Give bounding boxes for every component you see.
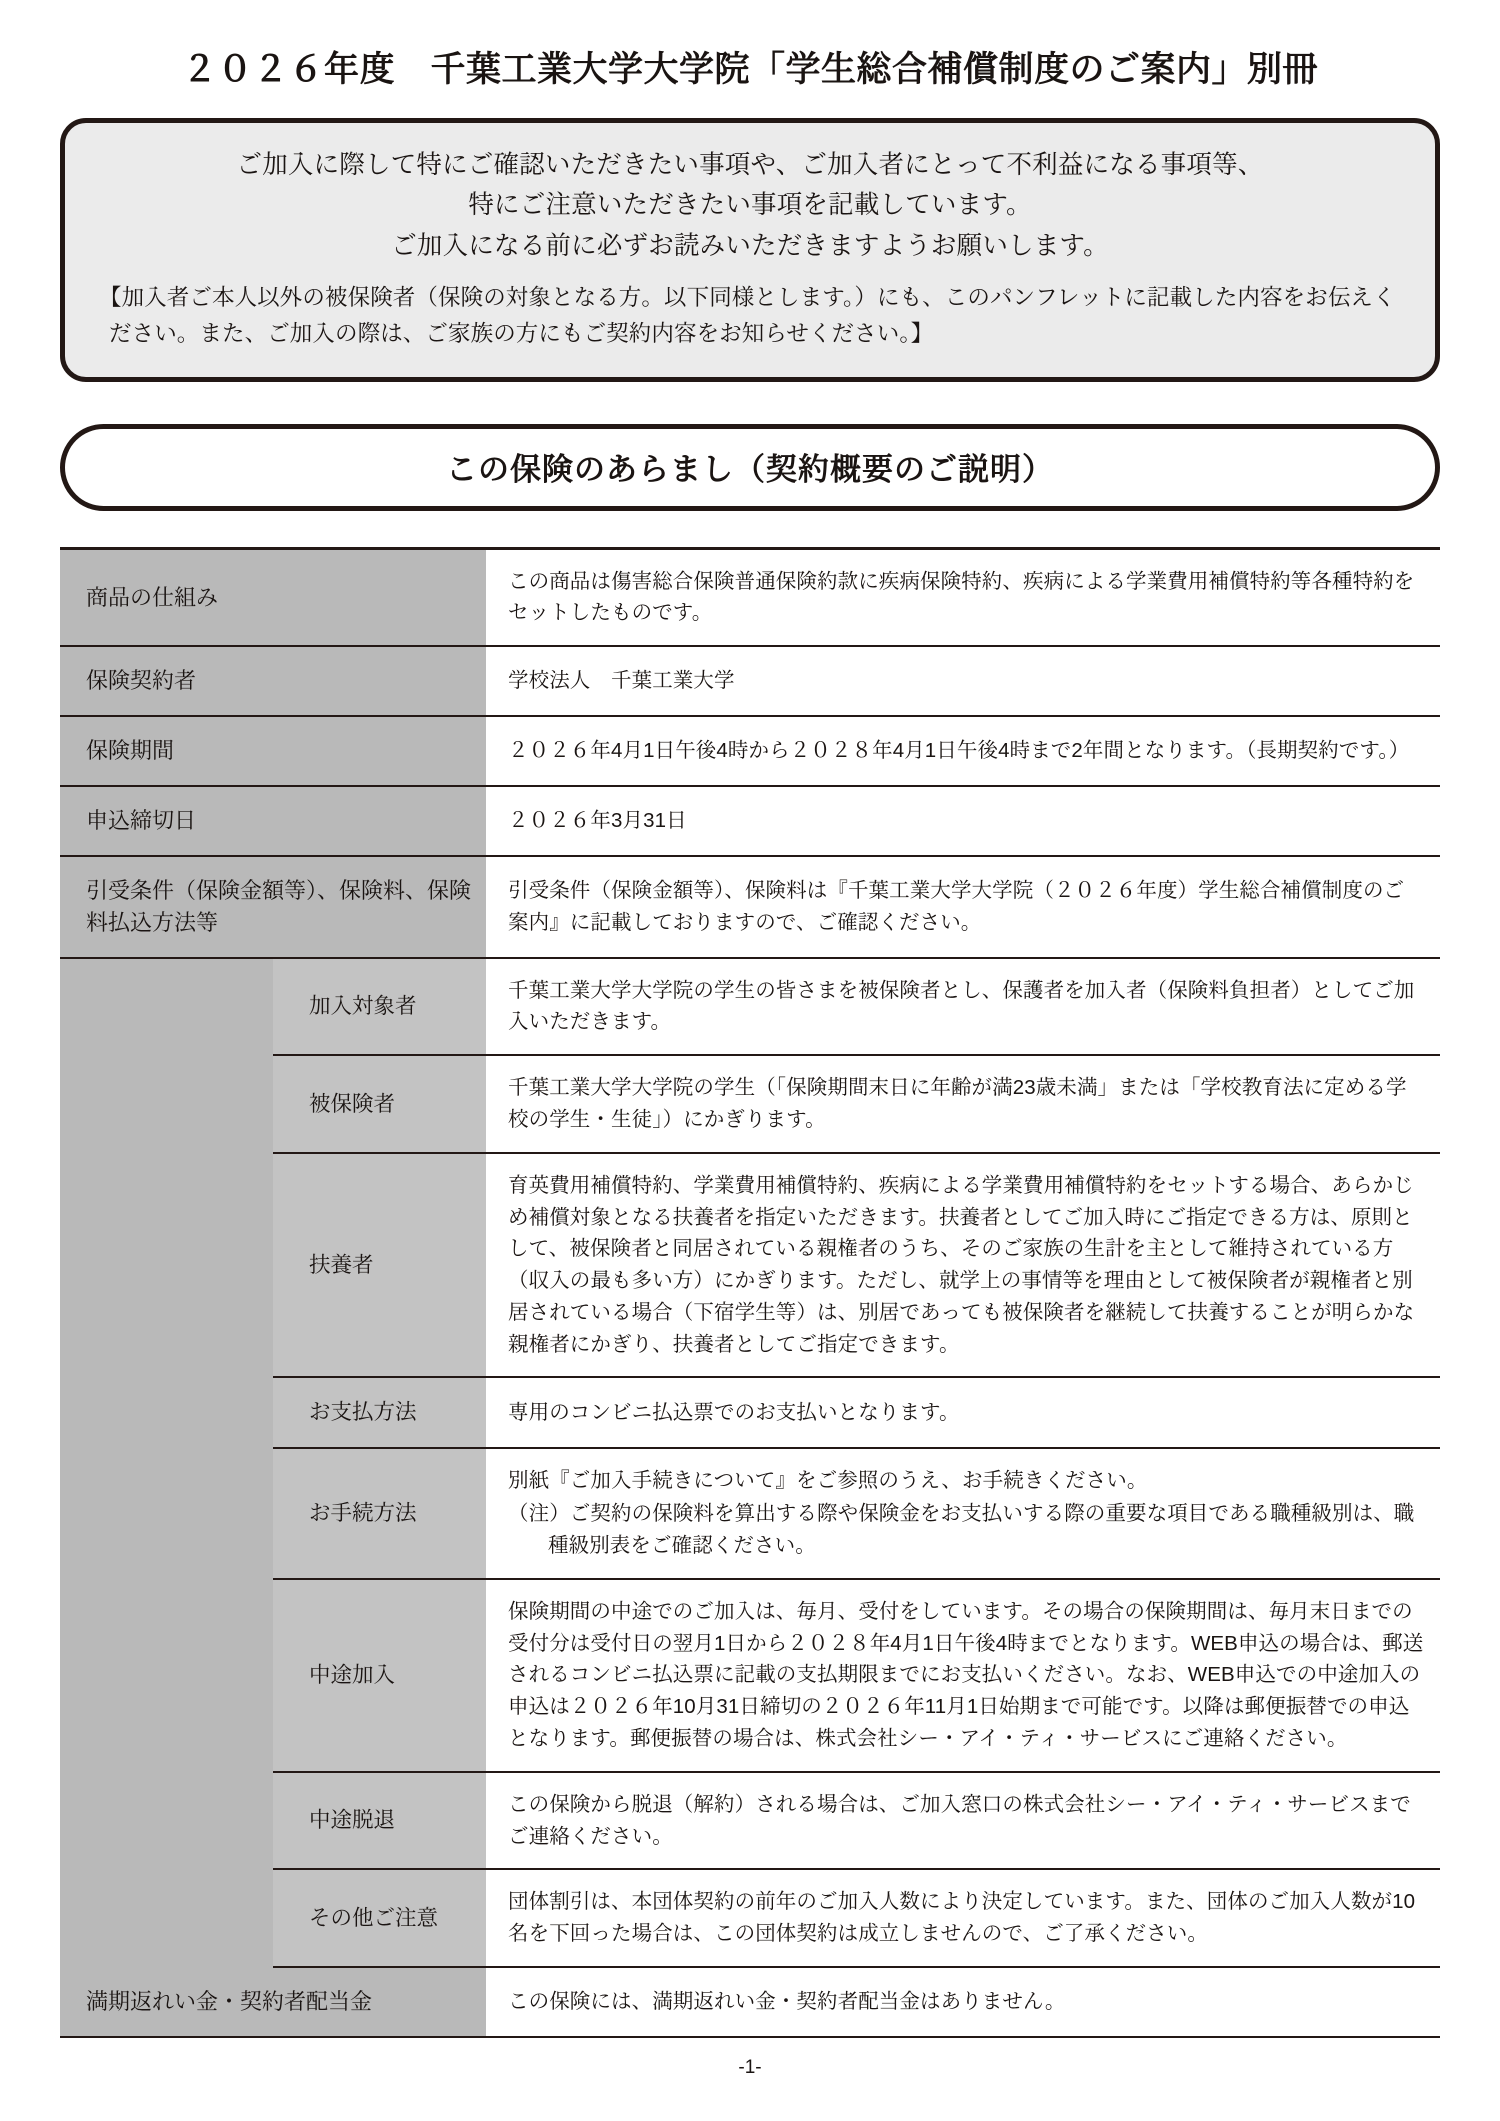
row-indent-spacer bbox=[60, 1153, 273, 1378]
important-notice-box bbox=[60, 118, 1440, 382]
row-content bbox=[486, 548, 1440, 646]
row-content-paragraph: 千葉工業大学大学院の学生（「保険期間末日に年齢が満23歳未満」または「学校教育法に定める学校の学生・生徒」）にかぎります。 bbox=[508, 1076, 1407, 1131]
page-number: -1- bbox=[738, 2057, 762, 2078]
notice-line-3: ご加入になる前に必ずお読みいただきますようお願いします。 bbox=[391, 231, 1109, 260]
table-row bbox=[60, 958, 1440, 1056]
row-label: 被保険者 bbox=[273, 1055, 486, 1153]
table-row bbox=[60, 1967, 1440, 2037]
row-label: 扶養者 bbox=[273, 1153, 486, 1378]
row-content bbox=[486, 1772, 1440, 1870]
row-label: お手続方法 bbox=[273, 1448, 486, 1579]
row-label: 中途脱退 bbox=[273, 1772, 486, 1870]
table-row bbox=[60, 1772, 1440, 1870]
row-content-paragraph: 別紙『ご加入手続きについて』をご参照のうえ、お手続きください。 bbox=[508, 1468, 1148, 1492]
row-content bbox=[486, 1153, 1440, 1378]
row-label: お支払方法 bbox=[273, 1377, 486, 1447]
table-row bbox=[60, 1055, 1440, 1153]
table-row bbox=[60, 548, 1440, 646]
row-content-paragraph: この保険から脱退（解約）される場合は、ご加入窓口の株式会社シー・アイ・ティ・サービスまでご連絡ください。 bbox=[508, 1792, 1411, 1848]
table-row bbox=[60, 1153, 1440, 1378]
table-row bbox=[60, 856, 1440, 958]
row-content-paragraph: 千葉工業大学大学院の学生の皆さまを被保険者とし、保護者を加入者（保険料負担者）としてご加入いただきます。 bbox=[508, 978, 1415, 1034]
table-row bbox=[60, 716, 1440, 786]
row-indent-spacer bbox=[60, 1869, 273, 1967]
contract-overview-table bbox=[60, 547, 1440, 2038]
row-label: 保険契約者 bbox=[60, 646, 486, 716]
notice-bracket-note: 【加入者ご本人以外の被保険者（保険の対象となる方。以下同様とします。）にも、このパンフレットに記載した内容をお伝えください。また、ご加入の際は、ご家族の方にもご契約内容をお知らせください。】 bbox=[99, 284, 1396, 347]
section-heading-overview: この保険のあらまし（契約概要のご説明） bbox=[60, 424, 1440, 511]
row-label: 商品の仕組み bbox=[60, 548, 486, 646]
row-label: 保険期間 bbox=[60, 716, 486, 786]
row-indent-spacer bbox=[60, 1448, 273, 1579]
row-indent-spacer bbox=[60, 1772, 273, 1870]
row-content bbox=[486, 1869, 1440, 1967]
row-content-paragraph: 学校法人 千葉工業大学 bbox=[508, 669, 735, 693]
table-row bbox=[60, 1448, 1440, 1579]
row-content-paragraph: 育英費用補償特約、学業費用補償特約、疾病による学業費用補償特約をセットする場合、あらかじめ補償対象となる扶養者を指定いただきます。扶養者としてご加入時にご指定できる方は、原則として、被保険者と同居されている親権者のうち、そのご家族の生計を主として維持されている方（収入の最も多い方）にかぎります。ただし、就学上の事情等を理由として被保険者が親権者と別居されている場合（下宿学生等）は、別居であっても被保険者を継続して扶養することが明らかな親権者にかぎり、扶養者としてご指定できます。 bbox=[508, 1173, 1415, 1356]
table-row bbox=[60, 1869, 1440, 1967]
row-label: 中途加入 bbox=[273, 1579, 486, 1772]
notice-line-1: ご加入に際して特にご確認いただきたい事項や、ご加入者にとって不利益になる事項等、 bbox=[236, 151, 1264, 179]
row-content-paragraph: 専用のコンビニ払込票でのお支払いとなります。 bbox=[508, 1400, 960, 1424]
row-content bbox=[486, 958, 1440, 1056]
notice-line-2: 特にご注意いただきたい事項を記載しています。 bbox=[468, 191, 1032, 220]
page-title: ２０２６年度 千葉工業大学大学院「学生総合補償制度のご案内」別冊 bbox=[181, 50, 1318, 89]
row-label: その他ご注意 bbox=[273, 1869, 486, 1967]
row-content-paragraph: ２０２６年3月31日 bbox=[508, 809, 687, 833]
row-content-paragraph: 団体割引は、本団体契約の前年のご加入人数により決定しています。また、団体のご加入人数が10名を下回った場合は、この団体契約は成立しませんので、ご了承ください。 bbox=[508, 1890, 1416, 1946]
row-content bbox=[486, 786, 1440, 856]
row-content-paragraph: この保険には、満期返れい金・契約者配当金はありません。 bbox=[508, 1989, 1066, 2013]
row-content bbox=[486, 1448, 1440, 1579]
row-content bbox=[486, 716, 1440, 786]
row-content-paragraph: 引受条件（保険金額等）、保険料は『千葉工業大学大学院（２０２６年度）学生総合補償制度のご案内』に記載しておりますので、ご確認ください。 bbox=[508, 879, 1405, 934]
row-content bbox=[486, 1055, 1440, 1153]
row-content bbox=[486, 1967, 1440, 2037]
row-label: 加入対象者 bbox=[273, 958, 486, 1056]
row-indent-spacer bbox=[60, 1055, 273, 1153]
row-label: 満期返れい金・契約者配当金 bbox=[60, 1967, 486, 2037]
table-row bbox=[60, 1377, 1440, 1447]
row-content bbox=[486, 646, 1440, 716]
table-row bbox=[60, 1579, 1440, 1772]
table-row bbox=[60, 646, 1440, 716]
row-content-paragraph: （注）ご契約の保険料を算出する際や保険金をお支払いする際の重要な項目である職種級別は、職種級別表をご確認ください。 bbox=[508, 1502, 1415, 1558]
table-row bbox=[60, 786, 1440, 856]
row-content bbox=[486, 1579, 1440, 1772]
row-label: 申込締切日 bbox=[60, 786, 486, 856]
row-content bbox=[486, 1377, 1440, 1447]
row-indent-spacer bbox=[60, 958, 273, 1056]
row-content bbox=[486, 856, 1440, 958]
row-content-paragraph: 保険期間の中途でのご加入は、毎月、受付をしています。その場合の保険期間は、毎月末日までの受付分は受付日の翌月1日から２０２８年4月1日午後4時までとなります。WEB申込の場合は、郵送されるコンビニ払込票に記載の支払期限までにお支払いください。なお、WEB申込での中途加入の申込は２０２６年10月31日締切の２０２６年11月1日始期まで可能です。以降は郵便振替での申込となります。郵便振替の場合は、株式会社シー・アイ・ティ・サービスにご連絡ください。 bbox=[508, 1599, 1424, 1750]
row-indent-spacer bbox=[60, 1377, 273, 1447]
row-content-paragraph: ２０２６年4月1日午後4時から２０２８年4月1日午後4時まで2年間となります。（長期契約です。） bbox=[508, 739, 1410, 763]
row-content-paragraph: この商品は傷害総合保険普通保険約款に疾病保険特約、疾病による学業費用補償特約等各種特約をセットしたものです。 bbox=[508, 569, 1415, 625]
row-label: 引受条件（保険金額等）、保険料、保険料払込方法等 bbox=[60, 856, 486, 958]
row-indent-spacer bbox=[60, 1579, 273, 1772]
